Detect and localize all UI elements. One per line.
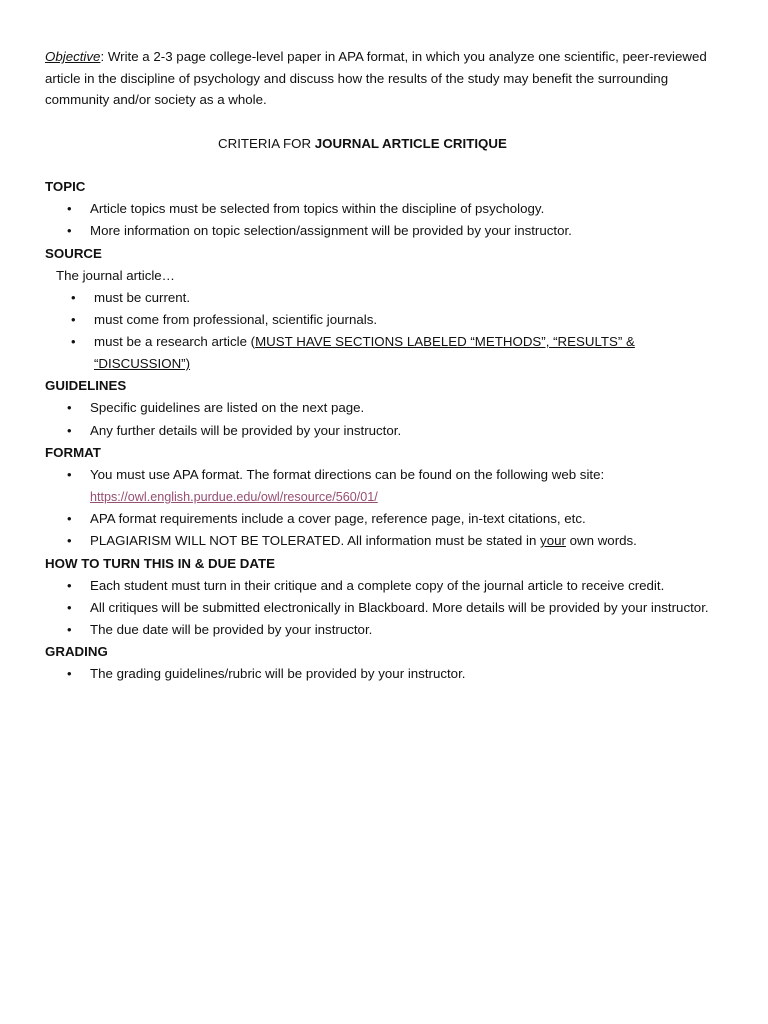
list-item: • More information on topic selection/assignment will be provided by your instructor. [45, 220, 725, 242]
format-heading: FORMAT [45, 444, 101, 460]
guidelines-list [45, 397, 725, 441]
list-item: • Article topics must be selected from topics within the discipline of psychology. [45, 198, 725, 220]
list-item [45, 331, 725, 375]
format-list [45, 464, 725, 553]
list-item: • must come from professional, scientific journals. [45, 309, 725, 331]
grading-heading: GRADING [45, 644, 108, 660]
objective-text: : Write a 2-3 page college-level paper in APA format, in which you analyze one scientific, peer-reviewed article in the discipline of psychology and discuss how the results of the study may benefit the surrounding community and/or society as a whole. [45, 49, 707, 108]
list-item: • All critiques will be submitted electronically in Blackboard. More details will be provided by your instructor. [45, 597, 725, 619]
objective-label: Objective [45, 49, 101, 64]
plagiarism-text: PLAGIARISM WILL NOT BE TOLERATED. All information must be stated in [90, 533, 541, 549]
criteria-bold: JOURNAL ARTICLE CRITIQUE [314, 135, 507, 151]
objective-paragraph [45, 46, 725, 111]
document-page [45, 46, 725, 685]
plagiarism-end: own words. [565, 533, 637, 549]
topic-heading: TOPIC [45, 179, 86, 195]
list-item: • Any further details will be provided by your instructor. [45, 420, 725, 442]
list-item: • Specific guidelines are listed on the next page. [45, 397, 725, 419]
list-item: • The due date will be provided by your instructor. [45, 619, 725, 641]
list-item: • The grading guidelines/rubric will be provided by your instructor. [45, 663, 725, 685]
apa-link[interactable]: https://owl.english.purdue.edu/owl/resource/560/01/ [90, 490, 378, 505]
source-intro: The journal article… [56, 267, 175, 283]
source-heading: SOURCE [45, 245, 102, 261]
criteria-prefix: CRITERIA FOR [218, 135, 315, 151]
turn-in-list [45, 575, 725, 642]
source-list [45, 287, 725, 376]
list-item: • Each student must turn in their critique and a complete copy of the journal article to receive credit. [45, 575, 725, 597]
apa-text: You must use APA format. The format directions can be found on the following web site: [90, 466, 605, 482]
list-item: • APA format requirements include a cover page, reference page, in-text citations, etc. [45, 508, 725, 530]
grading-list [45, 663, 725, 685]
list-item [45, 464, 725, 508]
research-prefix: must be a research article ( [94, 334, 256, 349]
list-item: • must be current. [45, 287, 725, 309]
topic-list [45, 198, 725, 242]
turn-in-heading: HOW TO TURN THIS IN & DUE DATE [45, 555, 275, 571]
research-requirement: MUST HAVE SECTIONS LABELED “METHODS”, “RESULTS” & “DISCUSSION”) [94, 334, 635, 372]
criteria-title [218, 133, 725, 155]
guidelines-heading: GUIDELINES [45, 378, 127, 394]
list-item [45, 530, 725, 552]
plagiarism-emphasis: your [540, 533, 566, 549]
